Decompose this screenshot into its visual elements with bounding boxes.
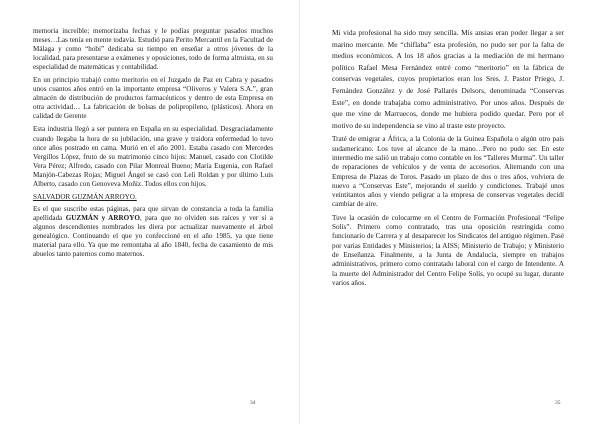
right-paragraph-2: Traté de emigrar a África, a la Colonia de la Guinea Española o algún otro país sudamericano. Los tuve al alcance de la mano…Pero no pudo ser. En este intermedio me salió un trabajo como contable en los “Talleres Murma”. Un taller de reparaciones de vehículos y de venta de accesorios. Alternando con una Empresa de Plazas de Toros. Pasado un plazo de dos o tres años, volviera de nuevo a “Conservas Este”, mejorando el sueldo y condiciones. Trabajé unos veintitantos años y viendo peligrar a la empresa de conservas vegetales decidí cambiar de aire. [332,135,564,209]
left-page-number: 34 [250,400,256,406]
right-paragraph-1: Mi vida profesional ha sido muy sencilla. Mis ansias eran poder llegar a ser marino mercante. Me “chiflaba” esta profesión, no pudo ser por la falta de medios económicos. A los 18 años gracias a la mediación de mi hermano político Rafael Mesa Fernández entré como “meritorio” en la fábrica de conservas vegetales, cuyos propietarios eran los Sres. J. Pastor Priego, J. Fernández González y de José Pallarés Delsors, denominada “Conservas Este”, en donde trabajaba como administrativo. Por unos años. Después de que me vine de Marruecos, donde me hubiera podido quedar. Pero por el motivo de su independencia se vino al traste este proyecto. [332,28,564,130]
left-paragraph-3: Esta industria llegó a ser puntera en España en su especialidad. Desgraciadamente cuando llegaba la hora de su jubilación, una grave y traidora enfermedad lo tuvo once años postrado en cama. Murió en el año 2001. Estaba casado con Mercedes Vergillos López, fruto de su matrimonio cinco hijos: Manuel, casado con Clotilde Vera Pérez; Alfredo, casado con Pilar Monreal Bueno; María Eugenia, con Rafael Manjón-Cabezas Rojas; Miguel Ángel se casó con Leli Roldan y por último Luis Alberto, casado con Genoveva Moñiz. Todos ellos con hijos. [33,125,273,188]
right-paragraph-3: Tuve la ocasión de colocarme en el Centro de Formación Profesional “Felipe Solís”. Primero como contratado, tras una oposición restringida como funcionario de Carrera y al desaparecer los Sindicatos del antiguo régimen. Pasé por varias Entidades y Ministerios; la AISS; Ministerio de Trabajo; y Ministerio de Enseñanza. Finalmente, a la Junta de Andalucía, siempre en trabajos administrativos, primero como contratado laboral con el cargo de Intendente. A la muerte del Administrador del Centro Felipe Solís, yo ocupé su lugar, durante varios años. [332,213,564,287]
left-paragraph-4-start: Es el que suscribe estas páginas, para que sirvan de constancia a toda la familia apellidada [33,204,273,222]
section-heading: SALVADOR GUZMÁN ARROYO. [33,192,137,201]
right-page-number: 35 [555,400,561,406]
left-text-column [33,27,273,263]
left-paragraph-2: En un principio trabajó como meritorio en el Juzgado de Paz en Cabra y pasados unos cuantos años entró en la importante empresa “Oliveros y Valera S.A.”, gran almacén de distribución de productos farmacéuticos y dentro de esta Empresa en otra actividad… La fabricación de bolsas de polipropileno, (plásticos). Ahora en calidad de Gerente [33,76,273,121]
right-text-column [332,27,564,292]
left-paragraph-4-end: , para que no olviden sus raíces y ver si a algunos descendientes nombrados les diera por actualizar nuevamente el árbol genealógico. Continuando el que yo confeccioné en el año 1985, ya que tiene material para ello. Ya que me remontaba al año 1840, fecha de casamiento de mis abuelos tanto paternos como maternos. [33,213,273,259]
right-page [300,0,600,424]
family-name-bold: GUZMÁN y ARROYO [65,213,140,222]
left-paragraph-4 [33,205,273,259]
left-paragraph-1: memoria increíble; memorizaba fechas y le podías preguntar pasados muchos meses…Las tenía en mente todavía. Estudió para Perito Mercantil en la Facultad de Málaga y como “hobi” dedicaba su tiempo en enseñar a otros jóvenes de la localidad, para presentarse a exámenes y oposiciones, todo de forma altruista, en su especialidad de matemáticas y contabilidad. [33,27,273,72]
